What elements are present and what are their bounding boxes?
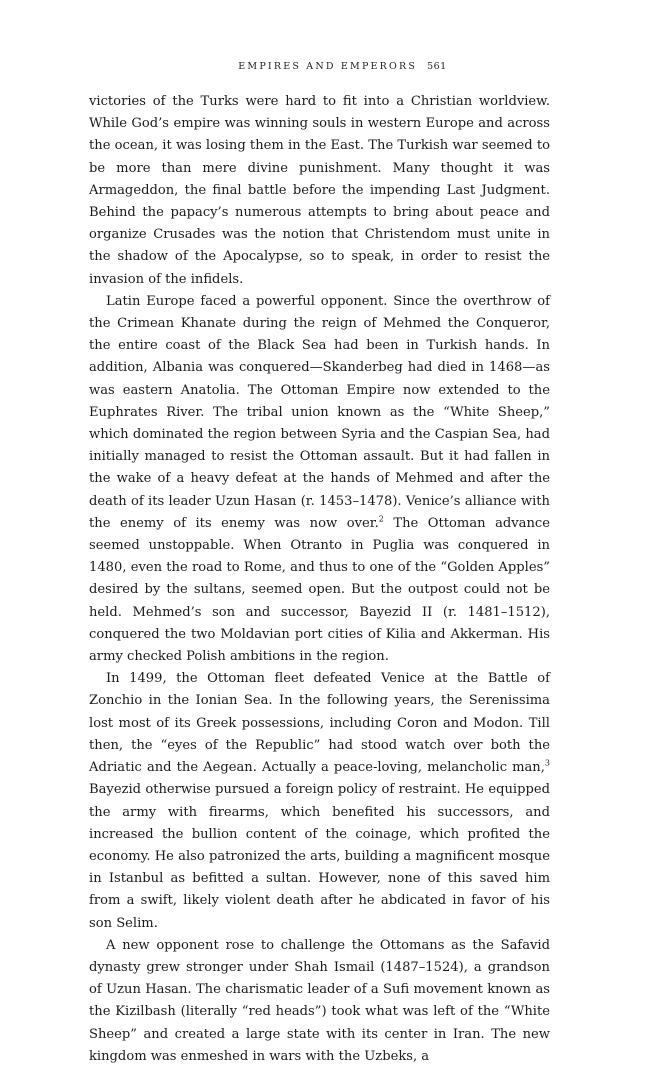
paragraph-text: In 1499, the Ottoman fleet defeated Venice at the Battle of Zonchio in the Ionian Sea. In the following years, the Serenissima lost most of its Greek possessions, including Coron and Modon. Till then, the “eyes of the Republic” had stood watch over both the Adriatic and the Aegean. Actually a peace-loving, melancholic man, bbox=[89, 671, 550, 776]
paragraph-text: Bayezid otherwise pursued a foreign policy of restraint. He equipped the army with firearms, which benefited his successors, and increased the bullion content of the coinage, which profited the economy. He also patronized the arts, building a magnificent mosque in Istanbul as befitted a sultan. However, none of this saved him from a swift, likely violent death after he abdicated in favor of his son Selim. bbox=[89, 782, 550, 931]
footnote-marker[interactable]: 3 bbox=[544, 758, 550, 768]
body-text bbox=[89, 91, 550, 1068]
page-number: 561 bbox=[427, 61, 447, 72]
paragraph-4 bbox=[89, 935, 550, 1068]
footnote-marker[interactable]: 2 bbox=[378, 514, 384, 524]
paragraph-text: victories of the Turks were hard to fit into a Christian worldview. While God’s empire was winning souls in western Europe and across the ocean, it was losing them in the East. The Turkish war seemed to be more than mere divine punishment. Many thought it was Armageddon, the final battle before the impending Last Judgment. Behind the papacy’s numerous attempts to bring about peace and organize Crusades was the notion that Christendom must unite in the shadow of the Apocalypse, so to speak, in order to resist the invasion of the infidels. bbox=[89, 94, 550, 287]
paragraph-text: A new opponent rose to challenge the Ottomans as the Safavid dynasty grew stronger under Shah Ismail (1487–1524), a grandson of Uzun Hasan. The charismatic leader of a Sufi movement known as the Kizilbash (literally “red heads”) took what was left of the “White Sheep” and created a large state with its center in Iran. The new kingdom was enmeshed in wars with the Uzbeks, a bbox=[89, 937, 550, 1064]
paragraph-1 bbox=[89, 91, 550, 291]
book-page bbox=[89, 58, 550, 1068]
paragraph-3 bbox=[89, 668, 550, 934]
running-head bbox=[135, 58, 550, 76]
paragraph-2 bbox=[89, 291, 550, 668]
paragraph-text: The Ottoman advance seemed unstoppable. When Otranto in Puglia was conquered in 1480, even the road to Rome, and thus to one of the “Golden Apples” desired by the sultans, seemed open. But the outpost could not be held. Mehmed’s son and successor, Bayezid II (r. 1481–1512), conquered the two Moldavian port cities of Kilia and Akkerman. His army checked Polish ambitions in the region. bbox=[89, 515, 551, 665]
paragraph-text: Latin Europe faced a powerful opponent. Since the overthrow of the Crimean Khanate during the reign of Mehmed the Conqueror, the entire coast of the Black Sea had been in Turkish hands. In addition, Albania was conquered—Skanderbeg had died in 1468—as was eastern Anatolia. The Ottoman Empire now extended to the Euphrates River. The tribal union known as the “White Sheep,” which dominated the region between Syria and the Caspian Sea, had initially managed to resist the Ottoman assault. But it had fallen in the wake of a heavy defeat at the hands of Mehmed and after the death of its leader Uzun Hasan (r. 1453–1478). Venice’s alliance with the enemy of its enemy was now over. bbox=[89, 293, 550, 531]
running-head-title: EMPIRES AND EMPERORS bbox=[238, 61, 418, 72]
